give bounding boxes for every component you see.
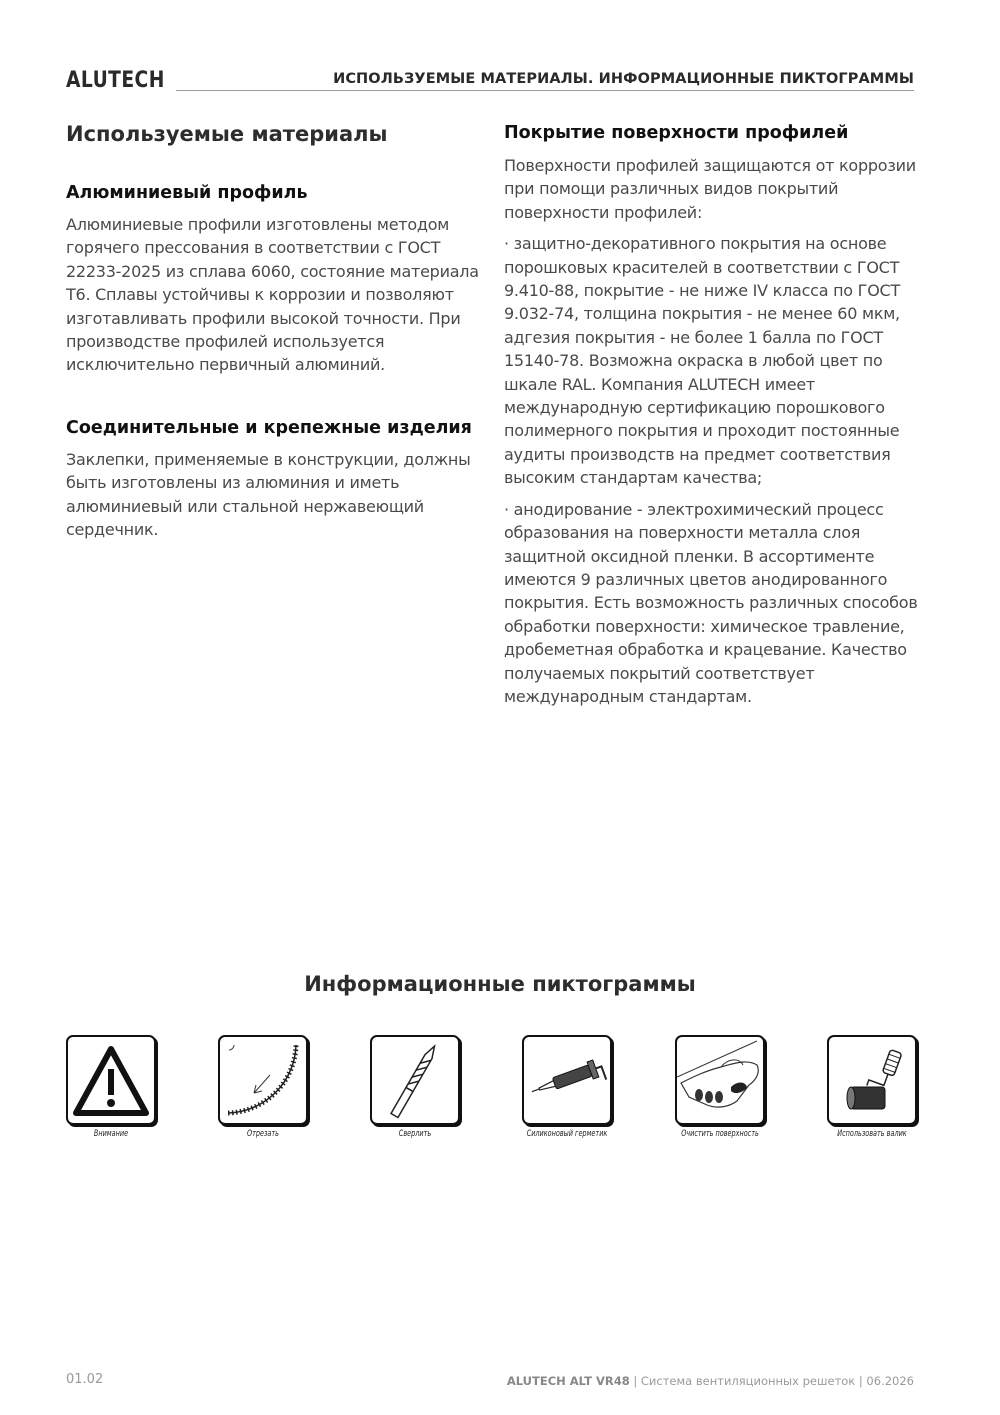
materials-column [66,118,481,541]
alutech-logo: ALUTECH [66,68,165,93]
pictogram-roller [827,1035,917,1139]
footer-product: ALUTECH ALT VR48 [506,1374,630,1388]
pictogram-drill [370,1035,460,1139]
coating-anodizing: · анодирование - электрохимический процесс образования на поверхности металла слоя защитной оксидной пленки. В ассортименте имеются 9 различных цветов анодированного покрытия. Есть возможность различных способов обработки поверхности: химическое травление, дробеметная обработка и крацевание. Качество получаемых покрытий соответствует международным стандартам. [504,499,918,706]
cleaning-hand-icon [677,1037,763,1123]
pictogram-sealant [522,1035,612,1139]
footer-info [507,1374,914,1388]
coating-title: Покрытие поверхности профилей [504,123,849,143]
footer-rest: | Система вентиляционных решеток | 06.2026 [629,1374,914,1388]
fasteners-text: Заклепки, применяемые в конструкции, должны быть изготовлены из алюминия и иметь алюминиевый или стальной нержавеющий сердечник. [66,449,471,540]
pictogram-clean [675,1035,765,1139]
aluminium-title: Алюминиевый профиль [66,183,308,203]
page-header [66,68,914,96]
paint-roller-icon [829,1037,915,1123]
aluminium-text: Алюминиевые профили изготовлены методом горячего прессования в соответствии с ГОСТ 22233-2025 из сплава 6060, состояние материала Т6. Сплавы устойчивы к коррозии и позволяют изготавливать профили высокой точности. При производстве профилей используется исключительно первичный алюминий. [66,215,479,375]
header-title: ИСПОЛЬЗУЕМЫЕ МАТЕРИАЛЫ. ИНФОРМАЦИОННЫЕ ПИКТОГРАММЫ [333,71,914,87]
drill-bit-icon [372,1037,458,1123]
pictograms-title: Информационные пиктограммы [304,972,696,996]
pictogram-label: Внимание [93,1129,129,1139]
pictogram-warning [66,1035,156,1139]
pictogram-label: Отрезать [247,1129,279,1139]
warning-triangle-icon [68,1037,154,1123]
header-rule [176,90,914,91]
page-number: 01.02 [66,1372,104,1387]
pictogram-label: Очистить поверхность [681,1129,759,1139]
pictogram-label: Использовать валик [837,1129,907,1139]
pictogram-cut [218,1035,308,1139]
coating-intro: Поверхности профилей защищаются от коррозии при помощи различных видов покрытий поверхности профилей: [504,156,916,222]
coating-powder: · защитно-декоративного покрытия на основе порошковых красителей в соответствии с ГОСТ 9.410-88, покрытие - не ниже IV класса по ГОСТ 9.032-74, толщина покрытия - не менее 60 мкм, адгезия покрытия - не более 1 балла по ГОСТ 15140-78. Возможна окраска в любой цвет по шкале RAL. Компания ALUTECH имеет международную сертификацию порошкового полимерного покрытия и проходит постоянные аудиты производств на предмет соответствия высоким стандартам качества; [504,234,900,488]
saw-blade-icon [220,1037,306,1123]
fasteners-title: Соединительные и крепежные изделия [66,417,472,438]
sealant-gun-icon [524,1037,610,1123]
materials-title: Используемые материалы [66,122,388,146]
pictogram-label: Силиконовый герметик [526,1129,608,1139]
pictogram-label: Сверлить [398,1129,432,1139]
coating-column [504,118,919,716]
